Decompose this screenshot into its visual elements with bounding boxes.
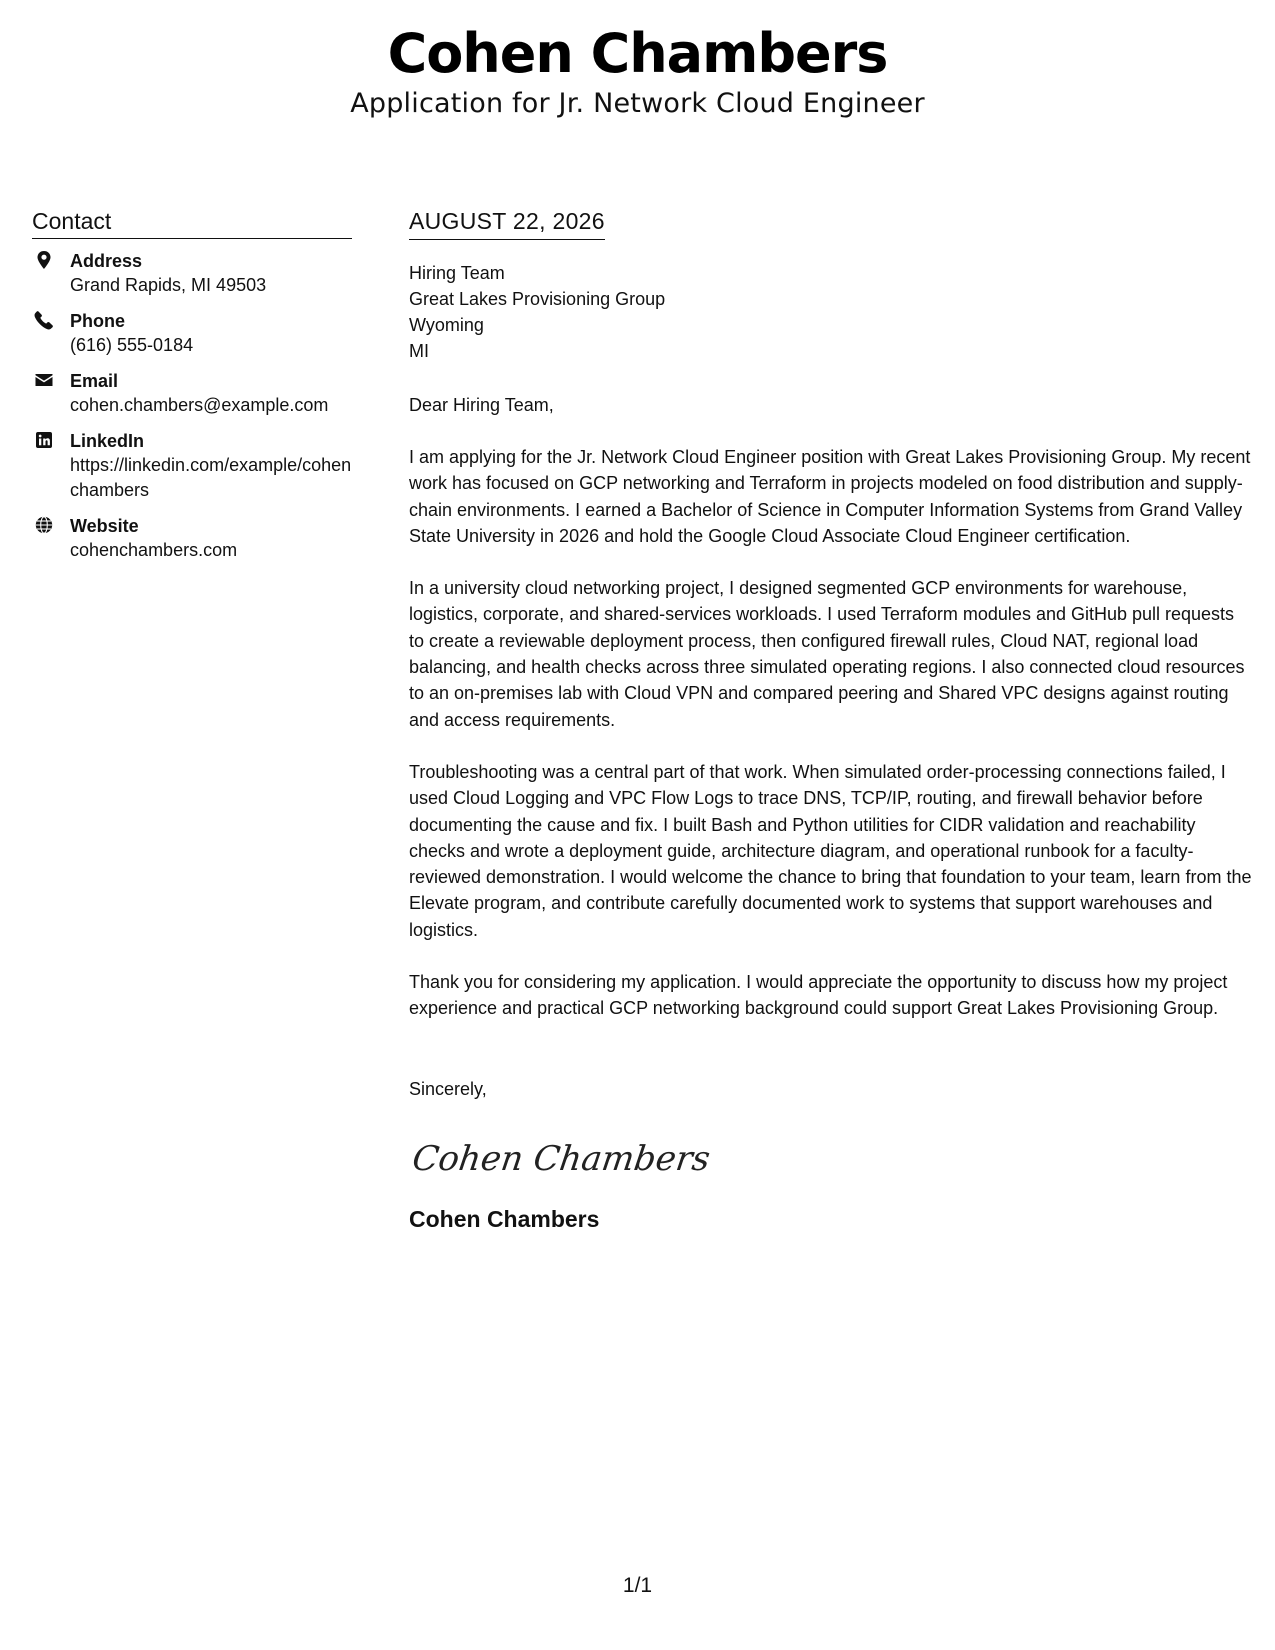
recipient-line: Hiring Team: [409, 263, 505, 283]
map-pin-icon: [34, 250, 54, 270]
contact-address: [32, 249, 352, 298]
page-number: 1/1: [622, 1574, 653, 1597]
linkedin-label: LinkedIn: [70, 431, 145, 451]
address-value: Grand Rapids, MI 49503: [70, 275, 267, 295]
letter-paragraph: Troubleshooting was a central part of that work. When simulated order-processing connections failed, I used Cloud Logging and VPC Flow Logs to trace DNS, TCP/IP, routing, and firewall behavior before documenting the cause and fix. I built Bash and Python utilities for CIDR validation and reachability checks and wrote a deployment guide, architecture diagram, and operational runbook for a faculty-reviewed demonstration. I would welcome the chance to bring that foundation to your team, learn from the Elevate program, and contribute carefully documented work to systems that support warehouses and logistics.: [409, 761, 1252, 940]
website-label: Website: [70, 516, 139, 536]
closing: Sincerely,: [409, 1078, 487, 1099]
email-label: Email: [70, 371, 119, 391]
letter-paragraph: I am applying for the Jr. Network Cloud Engineer position with Great Lakes Provisioning Group. My recent work has focused on GCP networking and Terraform in projects modeled on food distribution and supply-chain environments. I earned a Bachelor of Science in Computer Information Systems from Grand Valley State University in 2026 and hold the Google Cloud Associate Cloud Engineer certification.: [409, 447, 1251, 546]
handwritten-signature: [409, 1128, 713, 1190]
email-value: cohen.chambers@example.com: [70, 395, 329, 415]
letter-paragraph: In a university cloud networking project, I designed segmented GCP environments for warehouse, logistics, corporate, and shared-services workloads. I used Terraform modules and GitHub pull requests to create a reviewable deployment process, then configured firewall rules, Cloud NAT, regional load balancing, and health checks across three simulated operating regions. I also connected cloud resources to an on-premises lab with Cloud VPN and compared peering and Shared VPC designs against routing and access requirements.: [409, 578, 1245, 730]
contact-phone: [32, 309, 352, 358]
envelope-icon: [34, 370, 54, 390]
linkedin-icon: [34, 430, 54, 450]
signature-text: Cohen Chambers: [409, 1138, 713, 1179]
contact-sidebar: [32, 207, 352, 574]
application-subtitle: Application for Jr. Network Cloud Engineer: [350, 88, 925, 119]
phone-icon: [34, 310, 54, 330]
recipient-block: [409, 260, 1254, 364]
salutation: Dear Hiring Team,: [409, 395, 554, 415]
contact-linkedin: [32, 429, 352, 503]
letter-paragraph: Thank you for considering my application. I would appreciate the opportunity to discuss how my project experience and practical GCP networking background could support Great Lakes Provisioning Group.: [409, 972, 1228, 1019]
phone-label: Phone: [70, 311, 126, 331]
phone-value: (616) 555-0184: [70, 335, 194, 355]
contact-heading: Contact: [32, 207, 352, 239]
address-label: Address: [70, 251, 143, 271]
contact-website: [32, 514, 352, 563]
page-header: [0, 22, 1275, 122]
cover-letter-body: [409, 207, 1254, 1234]
letter-date: AUGUST 22, 2026: [409, 207, 605, 240]
recipient-line: Wyoming: [409, 315, 484, 335]
signer-name: Cohen Chambers: [409, 1205, 600, 1232]
globe-icon: [34, 515, 54, 535]
website-value[interactable]: cohenchambers.com: [70, 540, 238, 560]
linkedin-value[interactable]: https://linkedin.com/example/cohenchambers: [70, 455, 352, 500]
applicant-name: Cohen Chambers: [387, 22, 888, 85]
recipient-line: MI: [409, 341, 429, 361]
contact-email: [32, 369, 352, 418]
recipient-line: Great Lakes Provisioning Group: [409, 289, 666, 309]
